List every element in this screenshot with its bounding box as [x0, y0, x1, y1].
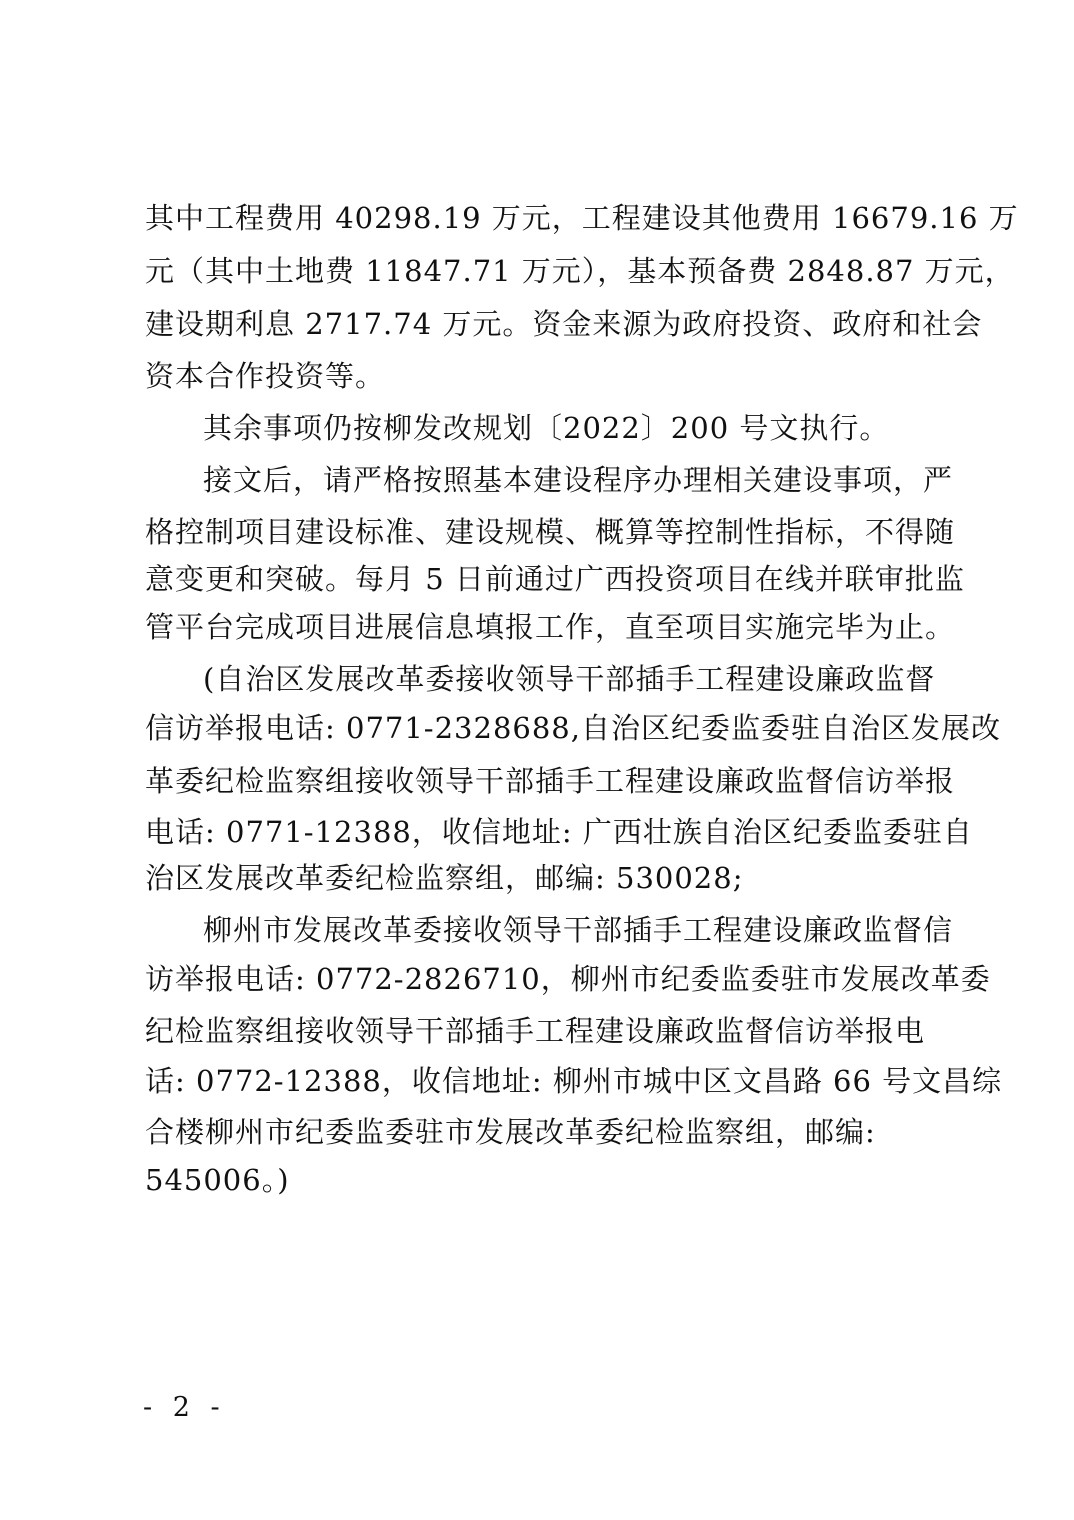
- text-line: 纪检监察组接收领导干部插手工程建设廉政监督信访举报电: [145, 1014, 926, 1048]
- text-line: 其中工程费用 40298.19 万元，工程建设其他费用 16679.16 万: [145, 201, 1019, 235]
- text-line: 元（其中土地费 11847.71 万元），基本预备费 2848.87 万元，: [145, 254, 1015, 288]
- text-line: 意变更和突破。每月 5 日前通过广西投资项目在线并联审批监: [145, 562, 965, 596]
- text-line: 资本合作投资等。: [145, 359, 386, 393]
- text-line: 话: 0772-12388，收信地址: 柳州市城中区文昌路 66 号文昌综: [145, 1064, 1003, 1098]
- text-line: 革委纪检监察组接收领导干部插手工程建设廉政监督信访举报: [145, 764, 956, 798]
- text-line: 管平台完成项目进展信息填报工作，直至项目实施完毕为止。: [145, 610, 956, 644]
- page-number: - 2 -: [143, 1392, 226, 1423]
- text-line: 电话: 0771-12388，收信地址: 广西壮族自治区纪委监委驻自: [145, 815, 973, 849]
- text-line: 建设期利息 2717.74 万元。资金来源为政府投资、政府和社会: [145, 307, 983, 341]
- text-line: 接文后，请严格按照基本建设程序办理相关建设事项，严: [203, 463, 954, 497]
- text-line: (自治区发展改革委接收领导干部插手工程建设廉政监督: [203, 662, 936, 696]
- text-line: 545006。): [145, 1163, 290, 1197]
- text-line: 治区发展改革委纪检监察组，邮编: 530028;: [145, 861, 744, 895]
- text-line: 信访举报电话: 0771-2328688,自治区纪委监委驻自治区发展改: [145, 711, 1001, 745]
- text-line: 柳州市发展改革委接收领导干部插手工程建设廉政监督信: [203, 913, 954, 947]
- text-line: 合楼柳州市纪委监委驻市发展改革委纪检监察组，邮编:: [145, 1115, 876, 1149]
- text-line: 其余事项仍按柳发改规划〔2022〕200 号文执行。: [203, 411, 890, 445]
- text-line: 格控制项目建设标准、建设规模、概算等控制性指标，不得随: [145, 515, 956, 549]
- text-line: 访举报电话: 0772-2826710，柳州市纪委监委驻市发展改革委: [145, 962, 991, 996]
